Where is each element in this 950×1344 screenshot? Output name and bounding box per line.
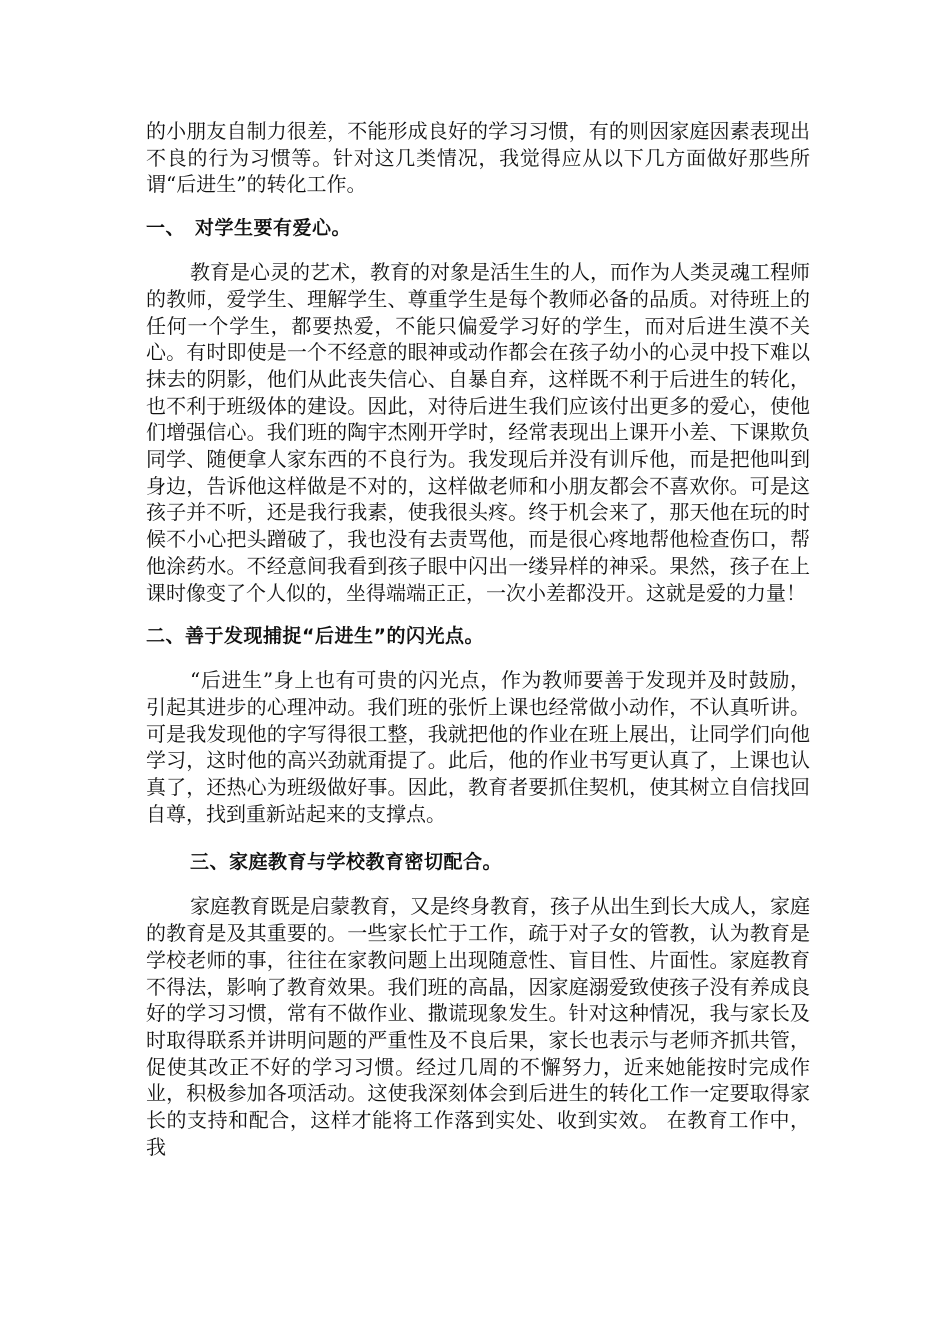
section-heading-1: 一、 对学生要有爱心。 xyxy=(146,217,352,240)
spacer xyxy=(146,875,810,893)
section-heading-2: 二、善于发现捕捉“后进生”的闪光点。 xyxy=(146,625,484,648)
section-paragraph-3: 家庭教育既是启蒙教育，又是终身教育，孩子从出生到长大成人，家庭的教育是及其重要的。一些家长忙于工作，疏于对子女的管教，认为教育是学校老师的事，往往在家教问题上出现随意性、盲目性、片面性。家庭教育不得法，影响了教育效果。我们班的高晶，因家庭溺爱致使孩子没有养成良好的学习习惯，常有不做作业、撒谎现象发生。针对这种情况，我与家长及时取得联系并讲明问题的严重性及不良后果，家长也表示与老师齐抓共管，促使其改正不好的学习习惯。经过几周的不懈努力，近来她能按时完成作业，积极参加各项活动。这使我深刻体会到后进生的转化工作一定要取得家长的支持和配合，这样才能将工作落到实处、收到实效。 在教育工作中，我 xyxy=(146,894,810,1159)
section-paragraph-2: “后进生”身上也有可贵的闪光点，作为教师要善于发现并及时鼓励，引起其进步的心理冲动。我们班的张忻上课也经常做小动作，不认真听讲。可是我发现他的字写得很工整，我就把他的作业在班上展出，让同学们向他学习，这时他的高兴劲就甭提了。此后，他的作业书写更认真了，上课也认真了，还热心为班级做好事。因此，教育者要抓住契机，使其树立自信找回自尊，找到重新站起来的支撑点。 xyxy=(146,668,810,826)
spacer xyxy=(146,827,810,849)
section-heading-3: 三、家庭教育与学校教育密切配合。 xyxy=(190,851,503,874)
section-paragraph-1: 教育是心灵的艺术，教育的对象是活生生的人，而作为人类灵魂工程师的教师，爱学生、理解学生、尊重学生是每个教师必备的品质。对待班上的任何一个学生，都要热爱，不能只偏爱学习好的学生，而对后进生漠不关心。有时即使是一个不经意的眼神或动作都会在孩子幼小的心灵中投下难以抹去的阴影，他们从此丧失信心、自暴自弃，这样既不利于后进生的转化，也不利于班级体的建设。因此，对待后进生我们应该付出更多的爱心，使他们增强信心。我们班的陶宇杰刚开学时，经常表现出上课开小差、下课欺负同学、随便拿人家东西的不良行为。我发现后并没有训斥他，而是把他叫到身边，告诉他这样做是不对的，这样做老师和小朋友都会不喜欢你。可是这孩子并不听，还是我行我素，使我很头疼。终于机会来了，那天他在玩的时候不小心把头蹭破了，我也没有去责骂他，而是很心疼地帮他检查伤口，帮他涂药水。不经意间我看到孩子眼中闪出一缕异样的神采。果然，孩子在上课时像变了个人似的，坐得端端正正，一次小差都没开。这就是爱的力量！ xyxy=(146,260,810,605)
spacer xyxy=(146,649,810,667)
intro-paragraph: 的小朋友自制力很差，不能形成良好的学习习惯，有的则因家庭因素表现出不良的行为习惯等。针对这几类情况，我觉得应从以下几方面做好那些所谓“后进生”的转化工作。 xyxy=(146,119,810,197)
spacer xyxy=(146,198,810,215)
spacer xyxy=(146,241,810,259)
document-body xyxy=(146,118,810,1161)
spacer xyxy=(146,606,810,623)
